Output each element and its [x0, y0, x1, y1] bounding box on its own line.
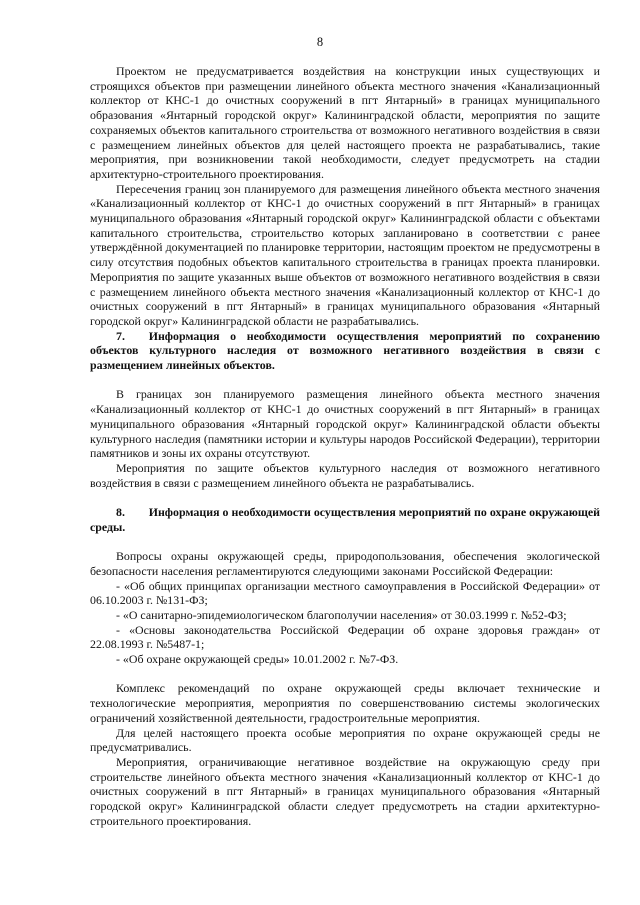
- paragraph: Мероприятия по защите объектов культурного наследия от возможного негативного воздействия в связи с размещением линейного объекта не разрабатывались.: [90, 460, 600, 490]
- law-list-item: - «Об общих принципах организации местного самоуправления в Российской Федерации» от 06.10.2003 г. №131-ФЗ;: [90, 578, 600, 608]
- law-list-item: - «Об охране окружающей среды» 10.01.2002 г. №7-ФЗ.: [116, 652, 399, 667]
- spacer: [90, 667, 600, 682]
- spacer: [90, 534, 600, 549]
- paragraph: Проектом не предусматривается воздействия на конструкции иных существующих и строящихся объектов при размещении линейного объекта местного значения «Канализационный коллектор от КНС-1 до очистных сооружений в пгт Янтарный» в границах муниципального образования «Янтарный городской округ» Калининградской области, мероприятия по защите сохраняемых объектов капитального строительства от возможного негативного воздействия в связи с размещением линейных объектов для целей настоящего проекта не разрабатывались, такие мероприятия, при возникновении такой необходимости, следует предусмотреть на стадии архитектурно-строительного проектирования.: [90, 64, 600, 181]
- law-list-item: - «О санитарно-эпидемиологическом благополучии населения» от 30.03.1999 г. №52-ФЗ;: [116, 607, 567, 622]
- spacer: [90, 373, 600, 388]
- paragraph: Для целей настоящего проекта особые мероприятия по охране окружающей среды не предусматривались.: [90, 725, 600, 755]
- law-list-item: - «Основы законодательства Российской Федерации об охране здоровья граждан» от 22.08.1993 г. №5487-1;: [90, 622, 600, 652]
- section-heading-7: 7. Информация о необходимости осуществления мероприятий по сохранению объектов культурного наследия от возможного негативного воздействия в связи с размещением линейных объектов.: [90, 328, 600, 373]
- paragraph: Мероприятия, ограничивающие негативное воздействие на окружающую среду при строительстве линейного объекта местного значения «Канализационный коллектор от КНС-1 до очистных сооружений в пгт Янтарный» в границах муниципального образования «Янтарный городской округ» Калининградской области следует предусмотреть на стадии архитектурно-строительного проектирования.: [90, 754, 600, 828]
- page-content: [90, 64, 600, 829]
- paragraph: Пересечения границ зон планируемого для размещения линейного объекта местного значения «Канализационный коллектор от КНС-1 до очистных сооружений в пгт Янтарный» в границах муниципального образования «Янтарный городской округ» Калининградской области с объектами капитального строительства, строительство которых запланировано в соответствии с ранее утверждённой документацией по планировке территории, настоящим проектом не предусмотрены в силу отсутствия подобных объектов капитального строительства в границах проекта планировки. Мероприятия по защите указанных выше объектов от возможного негативного воздействия в связи с размещением линейного объекта местного значения «Канализационный коллектор от КНС-1 до очистных сооружений в пгт Янтарный» в границах муниципального образования «Янтарный городской округ» Калининградской области не разрабатывались.: [90, 181, 600, 328]
- paragraph: Комплекс рекомендаций по охране окружающей среды включает технические и технологические мероприятия, мероприятия по совершенствованию системы экологических ограничений хозяйственной деятельности, градостроительные мероприятия.: [90, 681, 600, 725]
- section-heading-8: 8. Информация о необходимости осуществления мероприятий по охране окружающей среды.: [90, 505, 600, 534]
- page-number: 8: [316, 35, 324, 49]
- paragraph: В границах зон планируемого размещения линейного объекта местного значения «Канализационный коллектор от КНС-1 до очистных сооружений в пгт Янтарный» в границах муниципального образования «Янтарный городской округ» Калининградской области объекты культурного наследия (памятники истории и культуры народов Российской Федерации), территории памятников и зоны их охраны отсутствуют.: [90, 387, 600, 461]
- spacer: [90, 490, 600, 505]
- paragraph: Вопросы охраны окружающей среды, природопользования, обеспечения экологической безопасности населения регламентируются следующими законами Российской Федерации:: [90, 549, 600, 578]
